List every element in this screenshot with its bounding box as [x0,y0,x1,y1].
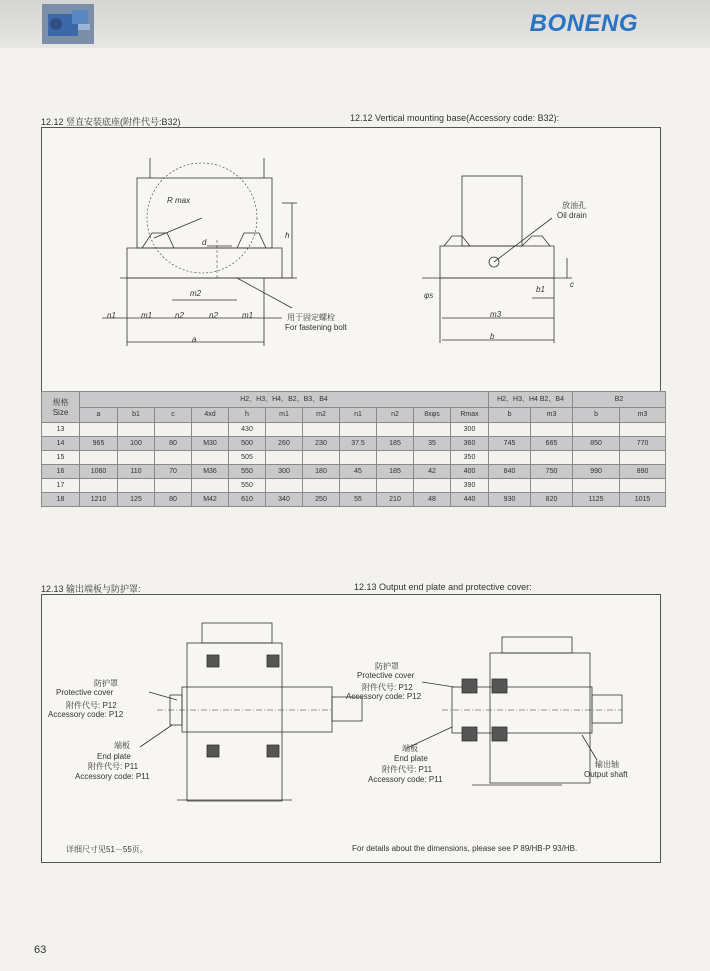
col-header: m3 [620,407,666,423]
table-cell [192,423,229,437]
table-cell: 350 [451,451,489,465]
col-header: h [229,407,266,423]
table-cell [192,451,229,465]
header-size-cn: 规格 [52,398,69,407]
table-cell [80,479,118,493]
table-cell: 990 [573,465,620,479]
table-row [42,493,666,507]
table-cell: 250 [303,493,340,507]
label-plate-code-en-right: Accessory code: P11 [368,775,443,784]
col-header: c [155,407,192,423]
label-cover-en-left: Protective cover [56,688,114,697]
gearbox-thumbnail [42,4,94,44]
label-cover-code-en-left: Accessory code: P12 [48,710,124,719]
header-group-2: H2、H3、H4 B2、B4 [489,392,573,408]
table-cell: 550 [229,465,266,479]
table-cell [340,423,377,437]
table-cell: 18 [42,493,80,507]
label-n2-right: n2 [209,311,218,320]
label-m3: m3 [490,310,502,319]
table-cell [192,479,229,493]
label-rmax: R max [167,196,191,205]
table-cell [531,451,573,465]
table-cell: 1125 [573,493,620,507]
header-size-en: Size [52,408,69,417]
table-cell [377,479,414,493]
col-header: b [573,407,620,423]
col-header: a [80,407,118,423]
label-m1-left: m1 [141,311,153,320]
mounting-base-svg [42,128,660,392]
table-row [42,451,666,465]
table-cell [531,479,573,493]
output-cover-drawing [41,594,661,863]
label-bolt-cn: 用于固定螺栓 [287,313,335,322]
table-cell [155,423,192,437]
label-plate-code-cn-left: 附件代号: P11 [88,762,139,771]
label-d: d [202,238,207,247]
table-cell [531,423,573,437]
table-cell: 185 [377,465,414,479]
table-cell [414,423,451,437]
table-cell [303,423,340,437]
col-header: n2 [377,407,414,423]
label-cover-code-cn-left: 附件代号: P12 [66,701,117,710]
table-cell: 42 [414,465,451,479]
section-title-cn-2: 12.13 输出端板与防护罩: [41,584,141,594]
table-cell [414,479,451,493]
table-cell: 210 [377,493,414,507]
label-b: b [490,332,495,341]
table-cell [489,479,531,493]
col-header: b [489,407,531,423]
label-c: c [570,280,574,289]
label-m1-right: m1 [242,311,254,320]
label-cover-code-en-right: Accessory code: P12 [346,692,422,701]
output-cover-svg [42,595,660,862]
label-n1: n1 [107,311,116,320]
table-cell: 430 [229,423,266,437]
table-cell: 1210 [80,493,118,507]
table-cell: 15 [42,451,80,465]
table-cell: 360 [451,437,489,451]
table-cell: 550 [229,479,266,493]
col-header: 8xφs [414,407,451,423]
table-cell [489,423,531,437]
table-cell [155,479,192,493]
table-cell [573,479,620,493]
table-cell [80,451,118,465]
table-cell: 35 [414,437,451,451]
note-en: For details about the dimensions, please see P 89/HB-P 93/HB. [352,844,578,853]
label-a: a [192,335,197,344]
col-header: 4xd [192,407,229,423]
table-cell: 505 [229,451,266,465]
table-cell [620,479,666,493]
table-cell [340,451,377,465]
label-bolt-en: For fastening bolt [285,323,347,332]
table-cell: 610 [229,493,266,507]
table-cell: 400 [451,465,489,479]
col-header: n1 [340,407,377,423]
table-cell: 80 [155,437,192,451]
table-cell: 930 [489,493,531,507]
table-cell: 125 [118,493,155,507]
table-cell [118,451,155,465]
table-cell: 45 [340,465,377,479]
table-row [42,479,666,493]
table-cell: 390 [451,479,489,493]
table-cell: 230 [303,437,340,451]
table-cell: 13 [42,423,80,437]
label-m2: m2 [190,289,202,298]
table-cell: M42 [192,493,229,507]
label-h: h [285,231,290,240]
table-cell: 37.5 [340,437,377,451]
header-group-3: B2 [573,392,666,408]
table-cell: 820 [531,493,573,507]
table-cell [118,479,155,493]
label-plate-cn-left: 端板 [114,741,130,750]
table-cell [340,479,377,493]
header-group-1: H2、H3、H4、B2、B3、B4 [80,392,489,408]
table-cell: 14 [42,437,80,451]
table-cell [80,423,118,437]
label-plate-en-left: End plate [97,752,131,761]
table-cell: 180 [303,465,340,479]
label-phi-s: φs [424,291,434,300]
table-cell: 750 [531,465,573,479]
table-cell: 665 [531,437,573,451]
label-shaft-cn: 输出轴 [595,760,619,769]
col-header: m3 [531,407,573,423]
table-cell: 965 [80,437,118,451]
table-cell [303,451,340,465]
label-cover-code-cn-right: 附件代号: P12 [362,683,413,692]
note-cn: 详细尺寸见51－55页。 [66,845,148,854]
table-cell [620,423,666,437]
col-header: Rmax [451,407,489,423]
brand-logo: BONENG [529,10,638,37]
table-row [42,465,666,479]
table-cell: 340 [266,493,303,507]
label-plate-code-en-left: Accessory code: P11 [75,772,150,781]
table-cell: 185 [377,437,414,451]
col-header: b1 [118,407,155,423]
table-row [42,437,666,451]
table-cell: 100 [118,437,155,451]
table-header-row-2 [42,407,666,423]
label-shaft-en: Output shaft [584,770,628,779]
table-cell [118,423,155,437]
table-cell [303,479,340,493]
label-plate-en-right: End plate [394,754,428,763]
table-cell [377,451,414,465]
col-header: m1 [266,407,303,423]
table-cell: M30 [192,437,229,451]
table-cell [414,451,451,465]
table-cell [266,479,303,493]
table-cell: 110 [118,465,155,479]
col-header: m2 [303,407,340,423]
label-plate-code-cn-right: 附件代号: P11 [382,765,433,774]
table-cell: 48 [414,493,451,507]
table-cell: 80 [155,493,192,507]
table-cell [266,423,303,437]
section-title-cn: 12.12 竖直安装底座(附件代号:B32) [41,117,181,127]
table-cell: 745 [489,437,531,451]
spec-table [41,391,666,507]
label-b1: b1 [536,285,545,294]
label-cover-cn-right: 防护罩 [375,662,399,671]
label-cover-en-right: Protective cover [357,671,415,680]
table-header-row-1 [42,392,666,408]
label-drain-cn: 放油孔 [562,201,586,210]
label-plate-cn-right: 端板 [402,744,418,753]
section-title-en: 12.12 Vertical mounting base(Accessory code: B32): [350,113,560,123]
table-row [42,423,666,437]
label-n2-left: n2 [175,311,184,320]
mounting-base-drawing [41,127,661,393]
table-cell [620,451,666,465]
section-title-en-2: 12.13 Output end plate and protective cover: [354,582,532,592]
table-cell: 55 [340,493,377,507]
table-cell: 300 [266,465,303,479]
table-cell: M36 [192,465,229,479]
table-cell [266,451,303,465]
table-cell: 850 [573,437,620,451]
page-number: 63 [34,944,47,956]
table-cell: 500 [229,437,266,451]
table-cell [377,423,414,437]
table-cell [573,451,620,465]
label-drain-en: Oil drain [557,211,587,220]
table-cell: 840 [489,465,531,479]
page-header [0,0,710,48]
table-cell: 70 [155,465,192,479]
table-cell [573,423,620,437]
table-cell: 890 [620,465,666,479]
table-cell: 770 [620,437,666,451]
table-cell: 260 [266,437,303,451]
table-cell: 440 [451,493,489,507]
table-cell: 300 [451,423,489,437]
table-cell [489,451,531,465]
header-size [42,392,80,423]
table-body [42,423,666,507]
table-cell: 1060 [80,465,118,479]
table-cell: 17 [42,479,80,493]
table-cell [155,451,192,465]
table-cell: 1015 [620,493,666,507]
table-cell: 16 [42,465,80,479]
label-cover-cn-left: 防护罩 [94,679,118,688]
